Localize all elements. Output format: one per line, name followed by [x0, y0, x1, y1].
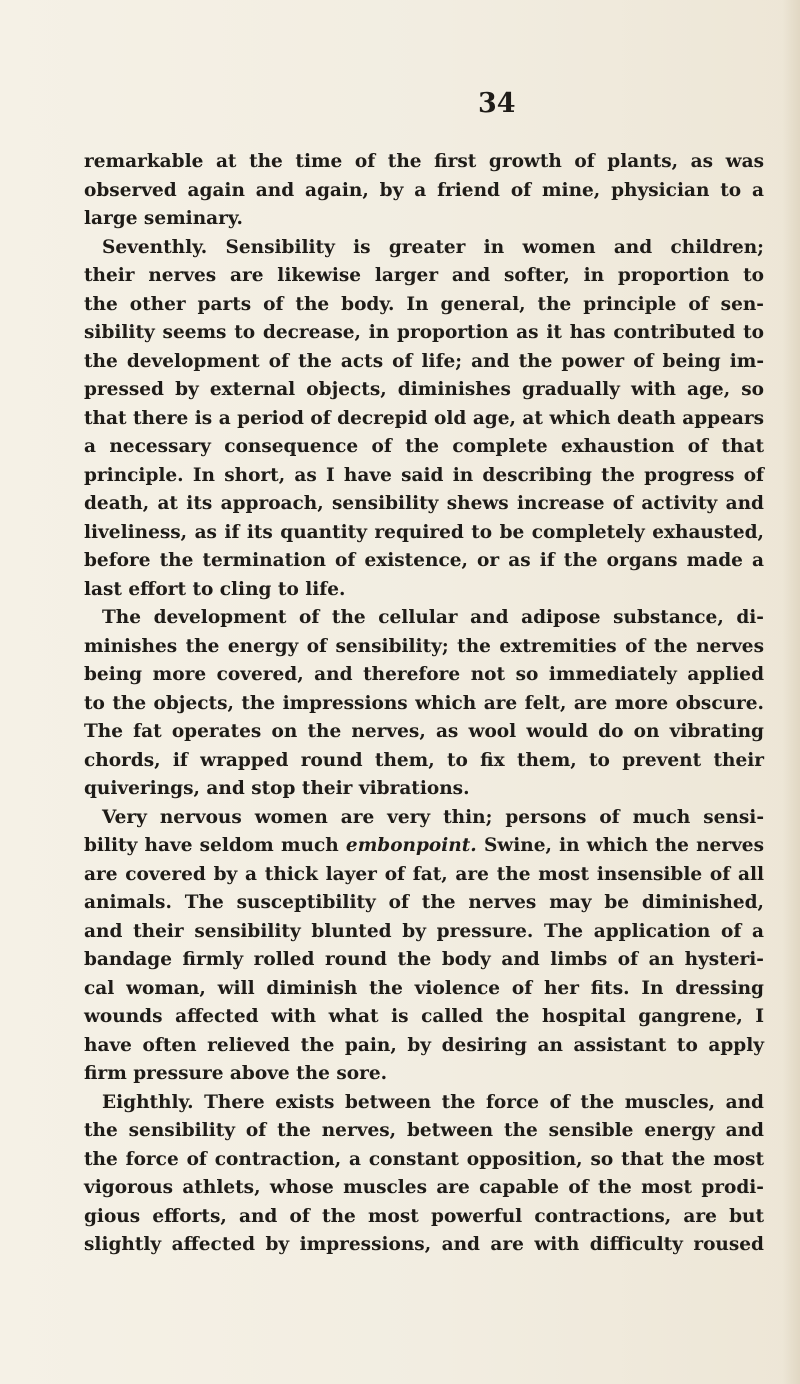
text-line: that there is a period of decrepid old age, at which death appears [84, 407, 764, 429]
text-line: death, at its approach, sensibility shews increase of activity and [84, 493, 764, 514]
text-line: firm pressure above the sore. [84, 1063, 388, 1084]
italic-term: embonpoint. [345, 835, 477, 856]
text-line: principle. In short, as I have said in describing the progress of [84, 464, 764, 486]
text-line: their nerves are likewise larger and softer, in proportion to [84, 265, 764, 286]
text-line: sibility seems to decrease, in proportion as it has contributed to [84, 322, 764, 343]
text-line: to the objects, the impressions which are felt, are more obscure. [84, 692, 764, 714]
text-line: the development of the acts of life; and the power of being im- [84, 350, 764, 372]
text-line: The fat operates on the nerves, as wool would do on vibrating [84, 721, 764, 742]
text-segment: Swine, in which the nerves [476, 835, 764, 856]
text-line: observed again and again, by a friend of mine, physician to a [84, 179, 764, 201]
text-line: pressed by external objects, diminishes gradually with age, so [84, 379, 764, 400]
text-line: Seventhly. Sensibility is greater in women and children; [102, 236, 764, 258]
body-text [84, 148, 764, 1260]
text-line: liveliness, as if its quantity required to be completely exhausted, [84, 521, 764, 543]
page-number: 34 [478, 88, 516, 119]
text-line: wounds affected with what is called the hospital gangrene, I [84, 1006, 764, 1027]
text-line: the force of contraction, a constant opposition, so that the most [84, 1148, 764, 1170]
text-line: the sensibility of the nerves, between the sensible energy and [84, 1120, 764, 1141]
page-edge-shadow [782, 0, 800, 1384]
text-line: quiverings, and stop their vibrations. [84, 778, 470, 799]
text-line: The development of the cellular and adipose substance, di- [102, 607, 764, 628]
text-line: Eighthly. There exists between the force of the muscles, and [102, 1091, 764, 1113]
text-line: bandage firmly rolled round the body and limbs of an hysteri- [84, 949, 764, 970]
text-line: minishes the energy of sensibility; the extremities of the nerves [84, 635, 764, 657]
text-line: the other parts of the body. In general, the principle of sen- [84, 293, 764, 315]
text-line: have often relieved the pain, by desiring an assistant to apply [84, 1034, 764, 1056]
text-line: remarkable at the time of the first growth of plants, as was [84, 151, 764, 172]
text-line: last effort to cling to life. [84, 578, 346, 600]
text-line: Very nervous women are very thin; persons of much sensi- [102, 806, 764, 828]
text-line: before the termination of existence, or as if the organs made a [84, 550, 764, 571]
text-line: being more covered, and therefore not so immediately applied [84, 664, 764, 685]
text-line: vigorous athlets, whose muscles are capable of the most prodi- [84, 1177, 764, 1198]
text-line: animals. The susceptibility of the nerves may be diminished, [84, 892, 764, 913]
text-line: gious efforts, and of the most powerful contractions, are but [84, 1205, 764, 1227]
text-line: cal woman, will diminish the violence of her fits. In dressing [84, 977, 764, 999]
text-segment: bility have seldom much [84, 835, 339, 856]
text-line: are covered by a thick layer of fat, are the most insensible of all [84, 863, 764, 885]
text-line: slightly affected by impressions, and are with difficulty roused [84, 1234, 764, 1255]
text-line: chords, if wrapped round them, to fix them, to prevent their [84, 749, 764, 771]
text-line: large seminary. [84, 208, 243, 229]
text-line: a necessary consequence of the complete exhaustion of that [84, 436, 764, 457]
text-line: and their sensibility blunted by pressure. The application of a [84, 920, 764, 942]
text-line [84, 832, 764, 861]
